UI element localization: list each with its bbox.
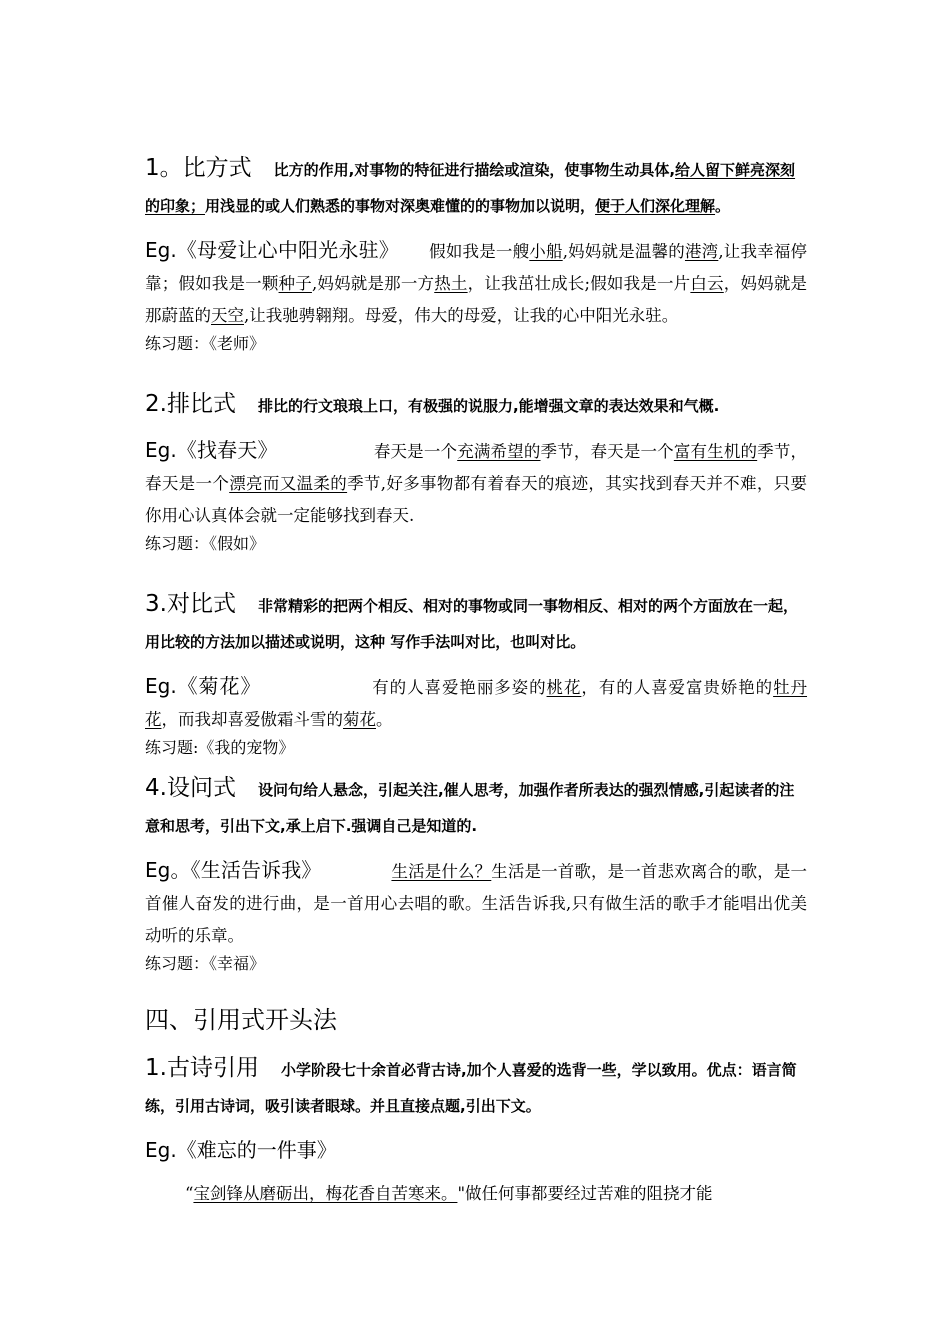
- example-text: 季节，春天是一个: [145, 442, 808, 493]
- example-underline: 热土: [434, 274, 468, 293]
- example-text: ,让我驰骋翱翔。母爱，伟大的母爱，让我的心中阳光永驻。: [244, 306, 679, 325]
- example-text: 生活是一首歌，是一首悲欢离合的歌，是一首催人奋发的进行曲，是一首用心去唱的歌。生活告诉我,只有做生活的歌手才能唱出优美动听的乐章。: [145, 862, 807, 945]
- example-underline: 牡丹花: [145, 678, 808, 729]
- example-parallelism: [145, 434, 807, 532]
- example-underline: 天空: [211, 306, 244, 325]
- section-contrast: [145, 586, 807, 660]
- document-page: [145, 150, 807, 1210]
- example-underline: 桃花: [546, 678, 582, 697]
- example-title-metaphor: Eg.《母爱让心中阳光永驻》: [145, 238, 399, 262]
- example-text: "做任何事都要经过苦难的阻挠才能: [457, 1184, 713, 1203]
- example-text: 。: [376, 710, 393, 729]
- example-text: 季节，春天是一个: [540, 442, 674, 461]
- desc-metaphor-underline-1: 给人留下鲜亮深刻的印象；: [145, 161, 796, 215]
- example-poem-quote: [145, 1178, 807, 1210]
- example-text: ，让我茁壮成长;假如我是一片: [467, 274, 691, 293]
- example-title-parallelism: Eg.《找春天》: [145, 438, 278, 462]
- practice-parallelism: 练习题：《假如》: [145, 534, 266, 553]
- example-underline: 生活是什么？: [391, 862, 492, 881]
- example-underline: 漂亮而又温柔的: [229, 474, 348, 493]
- section-rhetorical-question: [145, 770, 807, 844]
- example-underline: 富有生机的: [673, 442, 758, 461]
- example-underline: 宝剑锋从磨砺出，梅花香自苦寒来。: [193, 1184, 458, 1203]
- section-metaphor: [145, 150, 807, 224]
- example-text: 假如我是一艘: [428, 242, 530, 261]
- example-metaphor: [145, 234, 807, 332]
- desc-parallelism: 排比的行文琅琅上口，有极强的说服力,能增强文章的表达效果和气概.: [257, 397, 720, 415]
- practice-rhetorical-question: 练习题：《幸福》: [145, 954, 266, 973]
- desc-poem-quote: 小学阶段七十余首必背古诗,加个人喜爱的选背一些，学以致用。优点：语言简练，引用古诗词，吸引读者眼球。并且直接点题,引出下文。: [145, 1061, 797, 1115]
- example-text: ，而我却喜爱傲霜斗雪的: [161, 710, 343, 729]
- desc-contrast: 非常精彩的把两个相反、相对的事物或同一事物相反、相对的两个方面放在一起，用比较的方法加以描述或说明，这种 写作手法叫对比，也叫对比。: [145, 597, 798, 651]
- example-text: 春天是一个: [373, 442, 458, 461]
- example-title-poem-quote: Eg.《难忘的一件事》: [145, 1138, 337, 1162]
- desc-rhetorical-question: 设问句给人悬念，引起关注,催人思考，加强作者所表达的强烈情感,引起读者的注意和思考，引出下文,承上启下.强调自己是知道的.: [145, 781, 795, 835]
- section-poem-quote: [145, 1050, 807, 1124]
- example-text: ，有的人喜爱富贵娇艳的: [581, 678, 774, 697]
- desc-metaphor-b: 用浅显的或人们熟悉的事物对深奥难懂的的事物加以说明，: [205, 197, 596, 215]
- heading-parallelism: 2.排比式: [145, 391, 236, 417]
- example-underline: 港湾: [684, 242, 719, 261]
- heading-contrast: 3.对比式: [145, 591, 236, 617]
- example-text: ，妈妈就是那蔚蓝的: [145, 274, 808, 325]
- desc-metaphor-underline-2: 便于人们深化理解: [595, 197, 716, 215]
- example-underline: 种子: [278, 274, 312, 293]
- example-text: ,妈妈就是温馨的: [562, 242, 685, 261]
- example-title-contrast: Eg.《菊花》: [145, 674, 262, 698]
- example-underline: 小船: [529, 242, 563, 261]
- example-text: 有的人喜爱艳丽多姿的: [371, 678, 547, 697]
- example-text: ,让我幸福停靠；假如我是一颗: [145, 242, 808, 293]
- example-title-rhetorical-question: Eg。《生活告诉我》: [145, 858, 322, 882]
- practice-metaphor: 练习题：《老师》: [145, 334, 266, 353]
- example-underline: 菊花: [343, 710, 376, 729]
- example-text: ,妈妈就是那一方: [311, 274, 435, 293]
- heading-rhetorical-question: 4.设问式: [145, 775, 236, 801]
- example-text: 季节,好多事物都有着春天的痕迹，其实找到春天并不难，只要你用心认真体会就一定能够找到春天.: [145, 474, 808, 525]
- example-underline: 充满希望的: [457, 442, 541, 461]
- example-title-line: [145, 1134, 807, 1168]
- heading-poem-quote: 1.古诗引用: [145, 1055, 259, 1081]
- section-parallelism: [145, 386, 807, 424]
- example-text: “: [185, 1184, 194, 1203]
- example-rhetorical-question: [145, 854, 807, 952]
- example-contrast: [145, 670, 807, 736]
- example-underline: 白云: [690, 274, 724, 293]
- desc-metaphor-end: 。: [715, 197, 731, 215]
- desc-metaphor-a: 比方的作用,对事物的特征进行描绘或渲染，使事物生动具体,: [273, 161, 676, 179]
- practice-contrast: 练习题:《我的宠物》: [145, 738, 295, 757]
- heading-metaphor: 1。比方式: [145, 155, 252, 181]
- section-title-quotation: 四、引用式开头法: [145, 1006, 337, 1034]
